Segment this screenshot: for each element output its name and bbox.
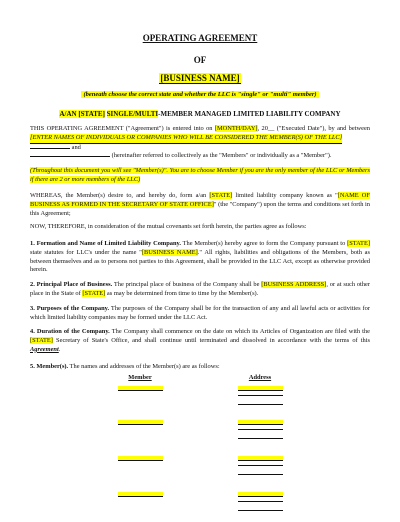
of-heading: OF	[193, 55, 207, 65]
whereas-paragraph: WHEREAS, the Member(s) desire to, and hereby do, form a/an [STATE] limited liability company known as "[NAME OF BUSINESS AS FORMED IN THE SECRETARY OF STATE OFFICE]" (the "Company") upon the terms and conditions set forth in this Agreement;	[30, 192, 370, 217]
address-line	[238, 404, 283, 405]
formed-name-field[interactable]: [NAME OF BUSINESS AS FORMED IN THE SECRETARY OF STATE OFFICE]	[30, 192, 370, 208]
address-line	[238, 438, 283, 439]
section-1: 1. Formation and Name of Limited Liability Company. The Member(s) hereby agree to form the Company pursuant to [STATE] state statutes for LLC's under the name "[BUSINESS NAME]." All rights, liabilities and obligations of the Members, both as between themselves and as to persons not parties to this Agreement, shall be provided in the LLC Act, except as otherwise provided herein.	[30, 240, 370, 274]
business-name-heading	[0, 73, 400, 83]
now-therefore-paragraph: NOW, THEREFORE, in consideration of the mutual covenants set forth herein, the parties agree as follows:	[30, 223, 307, 230]
address-line	[238, 510, 283, 511]
member-column-header: Member	[128, 374, 152, 381]
intro-paragraph: THIS OPERATING AGREEMENT ("Agreement") is entered into on [MONTH/DAY], 20__ ("Executed Date"), by and between [ENTER NAMES OF INDIVIDUALS OR COMPANIES WHO WILL BE CONSIDERED THE MEMBER(S) OF THE LLC] and (hereinafter referred to collectively as the "Members" or individually as a "Member").	[30, 125, 370, 160]
member-name-field[interactable]	[118, 456, 163, 461]
member-names-field[interactable]: [ENTER NAMES OF INDIVIDUALS OR COMPANIES WHO WILL BE CONSIDERED THE MEMBER(S) OF THE LLC]	[30, 134, 342, 144]
member-address-field[interactable]	[238, 386, 283, 391]
member-type-field[interactable]: SINGLE/MULTI	[106, 110, 159, 118]
throughout-note: (Throughout this document you will see "Member(s)". You are to choose Member if you are the only member of the LLC or Members if there are 2 or more members of the LLC)	[30, 167, 370, 183]
state-field[interactable]: [STATE]	[347, 240, 370, 247]
document-title: OPERATING AGREEMENT	[142, 33, 258, 43]
section-4: 4. Duration of the Company. The Company shall commence on the date on which its Articles of Organization are filed with the [STATE] Secretary of State's Office, and shall continue until terminated and dissolved in accordance with the terms of this Agreement.	[30, 328, 370, 353]
section-5: 5. Member(s). The names and addresses of the Member(s) are as follows:	[30, 363, 220, 370]
section-3: 3. Purposes of the Company. The purposes of the Company shall be for the transaction of any and all lawful acts or activities for which limited liability companies may be formed under the LLC Act.	[30, 305, 370, 321]
state-field[interactable]: [STATE]	[30, 336, 53, 344]
members-table	[30, 374, 370, 520]
member-name-field[interactable]	[118, 420, 163, 425]
address-line	[238, 429, 283, 430]
member-address-field[interactable]	[238, 420, 283, 425]
business-name-field[interactable]: [BUSINESS NAME]	[141, 248, 198, 256]
address-line	[238, 465, 283, 466]
business-name-field[interactable]: [BUSINESS NAME]	[160, 73, 240, 83]
address-line	[238, 501, 283, 502]
business-address-field[interactable]: [BUSINESS ADDRESS]	[261, 281, 327, 288]
state-field[interactable]: [STATE]	[209, 192, 233, 199]
section-2: 2. Principal Place of Business. The principal place of business of the Company shall be [BUSINESS ADDRESS], or at such other place in the State of [STATE] as may be determined from time to time by the Member(s).	[30, 281, 370, 297]
state-field[interactable]: [STATE]	[78, 110, 105, 118]
address-line	[238, 474, 283, 475]
address-column-header: Address	[248, 374, 272, 381]
member-address-field[interactable]	[238, 456, 283, 461]
company-type-heading: A/AN [STATE] SINGLE/MULTI-MEMBER MANAGED LIMITED LIABILITY COMPANY	[59, 110, 341, 118]
member-address-field[interactable]	[238, 492, 283, 497]
member-name-field[interactable]	[118, 386, 163, 391]
state-field[interactable]: [STATE]	[82, 289, 106, 297]
member-name-field[interactable]	[118, 492, 163, 497]
instruction-note: (beneath choose the correct state and whether the LLC is "single" or "multi" member)	[83, 91, 317, 98]
address-line	[238, 395, 283, 396]
date-field[interactable]: [MONTH/DAY]	[214, 125, 258, 132]
article-field[interactable]: A/AN	[59, 110, 77, 118]
